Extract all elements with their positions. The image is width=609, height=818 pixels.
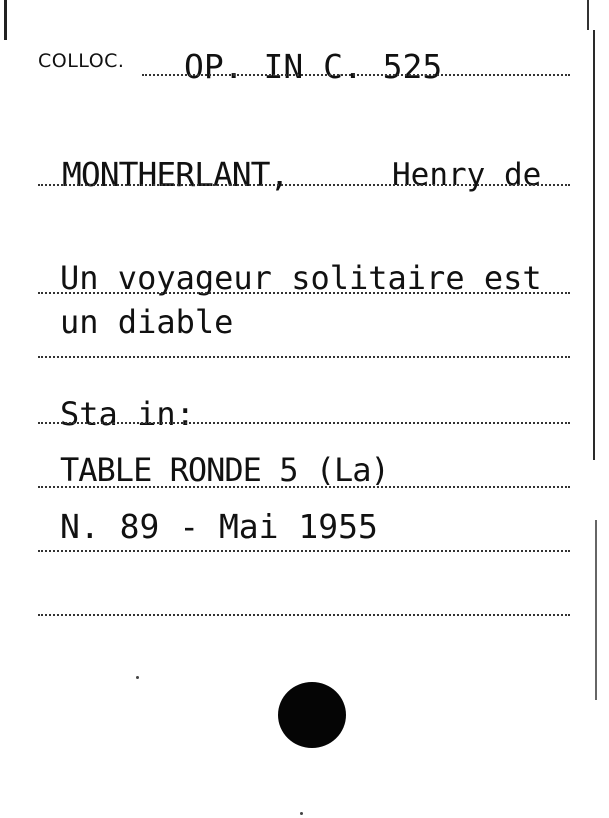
dotted-rule-author (38, 182, 570, 186)
title-line-1: Un voyageur solitaire est (60, 259, 542, 297)
speck (300, 812, 303, 815)
dotted-rule-journal (38, 484, 570, 488)
scan-edge-right-lower (595, 520, 597, 700)
issue-info: N. 89 - Mai 1955 (60, 507, 378, 546)
dotted-rule-callnum (142, 72, 570, 76)
scan-edge-right (593, 30, 595, 460)
author-last-name: MONTHERLANT, (62, 155, 289, 194)
scan-edge-right-top (587, 0, 589, 30)
dotted-rule-title-1 (38, 290, 570, 294)
dotted-rule-blank (38, 612, 570, 616)
title-line-2: un diable (60, 303, 234, 341)
author-first-name: Henry de (392, 157, 542, 193)
speck (136, 676, 139, 679)
call-number: OP. IN C. 525 (184, 47, 443, 86)
dotted-rule-issue (38, 548, 570, 552)
dotted-rule-title-2 (38, 354, 570, 358)
dotted-rule-sta (38, 420, 570, 424)
scan-edge-left (4, 0, 7, 40)
colloc-label: COLLOC. (38, 50, 125, 72)
journal-title: TABLE RONDE 5 (La) (60, 451, 389, 489)
punch-hole (278, 682, 346, 748)
sta-in-label: Sta in: (60, 395, 195, 433)
